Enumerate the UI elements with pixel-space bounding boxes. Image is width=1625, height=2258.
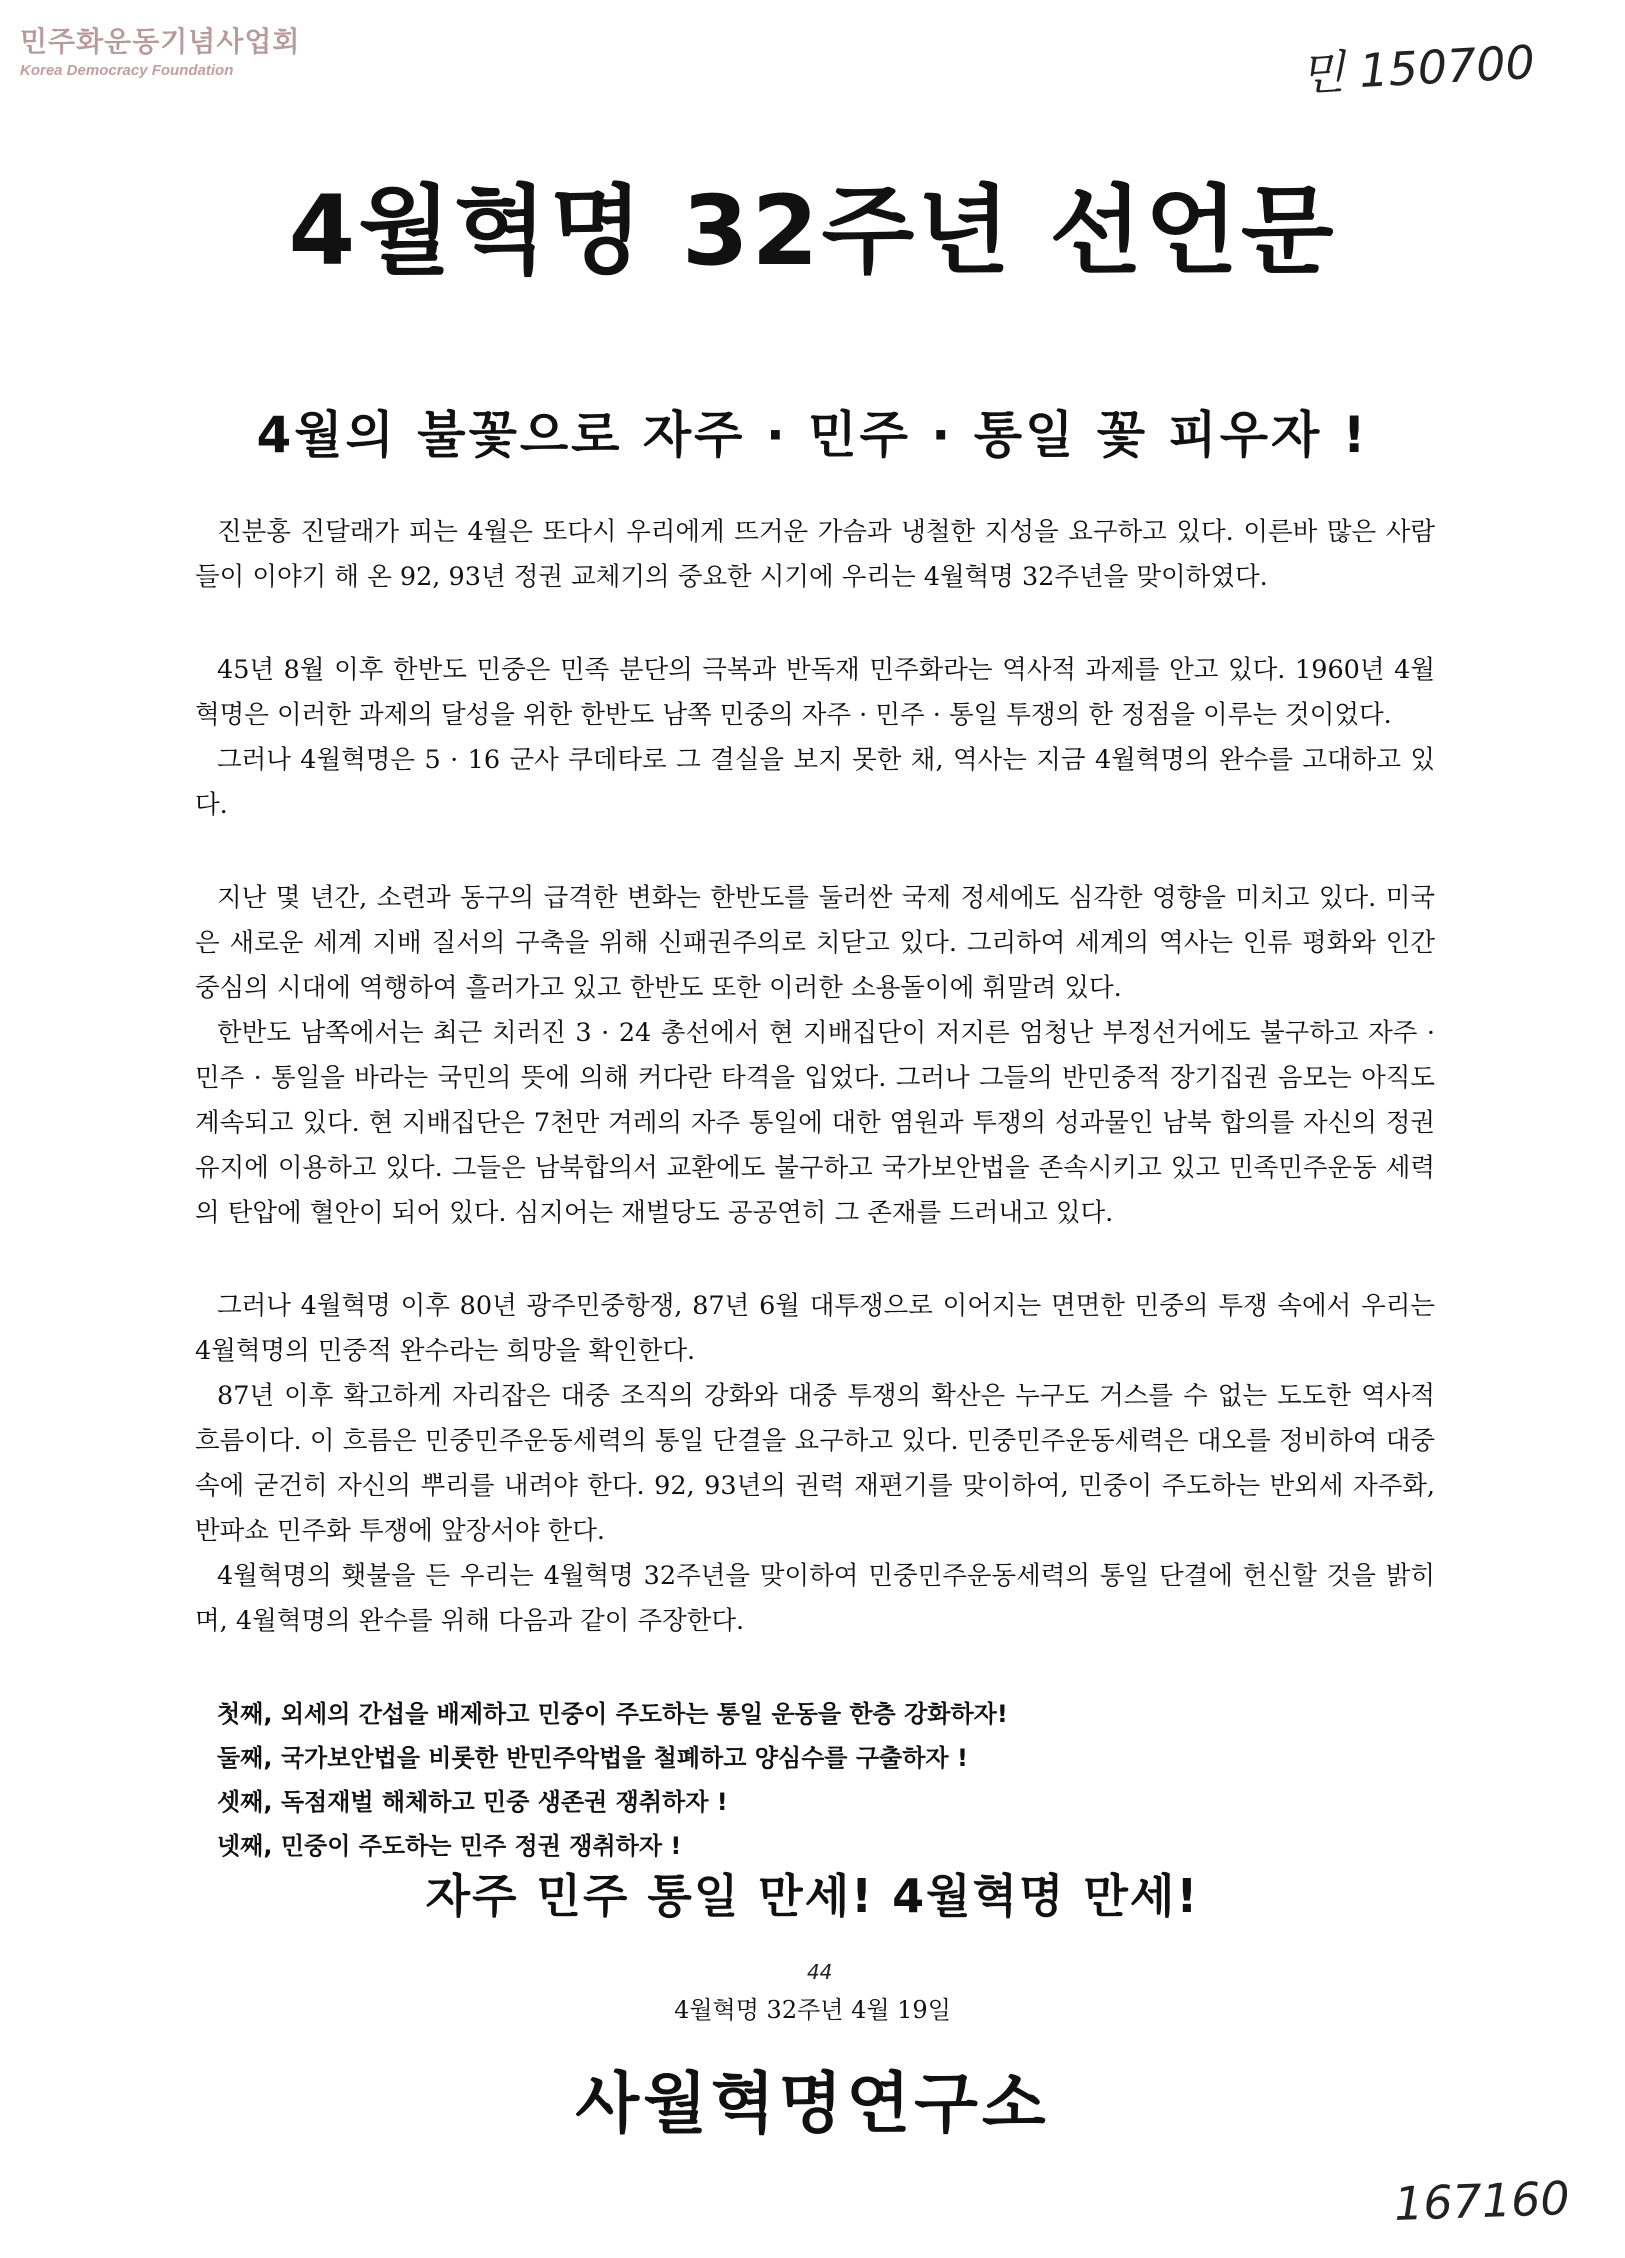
declaration-date: 4월혁명 32주년 4월 19일 [674, 1996, 951, 2024]
handwritten-date-note: 44 [806, 1960, 833, 1984]
document-title: 4월혁명 32주년 선언문 [288, 175, 1337, 287]
foundation-watermark [20, 20, 300, 79]
paragraph: 45년 8월 이후 한반도 민중은 민족 분단의 극복과 반독재 민주화라는 역사적 과제를 안고 있다. 1960년 4월혁명은 이러한 과제의 달성을 위한 한반도 남쪽 민중의 자주 · 민주 · 통일 투쟁의 한 정점을 이루는 것이었다. [195, 655, 1435, 730]
paragraph: 진분홍 진달래가 피는 4월은 또다시 우리에게 뜨거운 가슴과 냉철한 지성을 요구하고 있다. 이른바 많은 사람들이 이야기 해 온 92, 93년 정권 교체기의 중요한 시기에 우리는 4월혁명 32주년을 맞이하였다. [195, 517, 1435, 592]
watermark-korean: 민주화운동기념사업회 [20, 25, 301, 58]
demands-list [217, 1692, 1435, 1868]
declaration-body [195, 510, 1435, 1868]
closing-slogan: 자주 민주 통일 만세! 4월혁명 만세! [425, 1869, 1200, 1923]
demand-item: 둘째, 국가보안법을 비롯한 반민주악법을 철폐하고 양심수를 구출하자 ! [217, 1744, 968, 1772]
paragraph: 87년 이후 확고하게 자리잡은 대중 조직의 강화와 대중 투쟁의 확산은 누구도 거스를 수 없는 도도한 역사적 흐름이다. 이 흐름은 민중민주운동세력의 통일 단결을 요구하고 있다. 민중민주운동세력은 대오를 정비하여 대중 속에 굳건히 자신의 뿌리를 내려야 한다. 92, 93년의 권력 재편기를 맞이하여, 민중이 주도하는 반외세 자주화, 반파쇼 민주화 투쟁에 앞장서야 한다. [195, 1381, 1435, 1546]
paragraph: 그러나 4월혁명은 5 · 16 군사 쿠데타로 그 결실을 보지 못한 채, 역사는 지금 4월혁명의 완수를 고대하고 있다. [195, 745, 1435, 820]
issuing-organization: 사월혁명연구소 [575, 2065, 1050, 2142]
demand-item: 넷째, 민중이 주도하는 민주 정권 쟁취하자 ! [217, 1832, 682, 1860]
demand-item: 셋째, 독점재벌 해체하고 민중 생존권 쟁취하자 ! [217, 1788, 728, 1816]
date-line [0, 1960, 1625, 2025]
document-subtitle: 4월의 불꽃으로 자주 · 민주 · 통일 꽃 피우자 ! [256, 406, 1369, 464]
paragraph: 그러나 4월혁명 이후 80년 광주민중항쟁, 87년 6월 대투쟁으로 이어지는 면면한 민중의 투쟁 속에서 우리는 4월혁명의 민중적 완수라는 희망을 확인한다. [195, 1291, 1435, 1366]
demand-item: 첫째, 외세의 간섭을 배제하고 민중이 주도하는 통일 운동을 한층 강화하자! [217, 1700, 1008, 1728]
paragraph: 4월혁명의 횃불을 든 우리는 4월혁명 32주년을 맞이하여 민중민주운동세력의 통일 단결에 헌신할 것을 밝히며, 4월혁명의 완수를 위해 다음과 같이 주장한다. [195, 1561, 1435, 1636]
handwritten-page-number: 167160 [1393, 2170, 1571, 2232]
handwritten-archive-number: 민 150700 [1299, 34, 1537, 102]
watermark-english: Korea Democracy Foundation [20, 62, 234, 79]
paragraph: 한반도 남쪽에서는 최근 치러진 3 · 24 총선에서 현 지배집단이 저지른 엄청난 부정선거에도 불구하고 자주 · 민주 · 통일을 바라는 국민의 뜻에 의해 커다란 타격을 입었다. 그러나 그들의 반민중적 장기집권 음모는 아직도 계속되고 있다. 현 지배집단은 7천만 겨레의 자주 통일에 대한 염원과 투쟁의 성과물인 남북 합의를 자신의 정권 유지에 이용하고 있다. 그들은 남북합의서 교환에도 불구하고 국가보안법을 존속시키고 있고 민족민주운동 세력의 탄압에 혈안이 되어 있다. 심지어는 재벌당도 공공연히 그 존재를 드러내고 있다. [195, 1018, 1435, 1228]
paragraph: 지난 몇 년간, 소련과 동구의 급격한 변화는 한반도를 둘러싼 국제 정세에도 심각한 영향을 미치고 있다. 미국은 새로운 세계 지배 질서의 구축을 위해 신패권주의로 치닫고 있다. 그리하여 세계의 역사는 인류 평화와 인간 중심의 시대에 역행하여 흘러가고 있고 한반도 또한 이러한 소용돌이에 휘말려 있다. [195, 883, 1435, 1003]
